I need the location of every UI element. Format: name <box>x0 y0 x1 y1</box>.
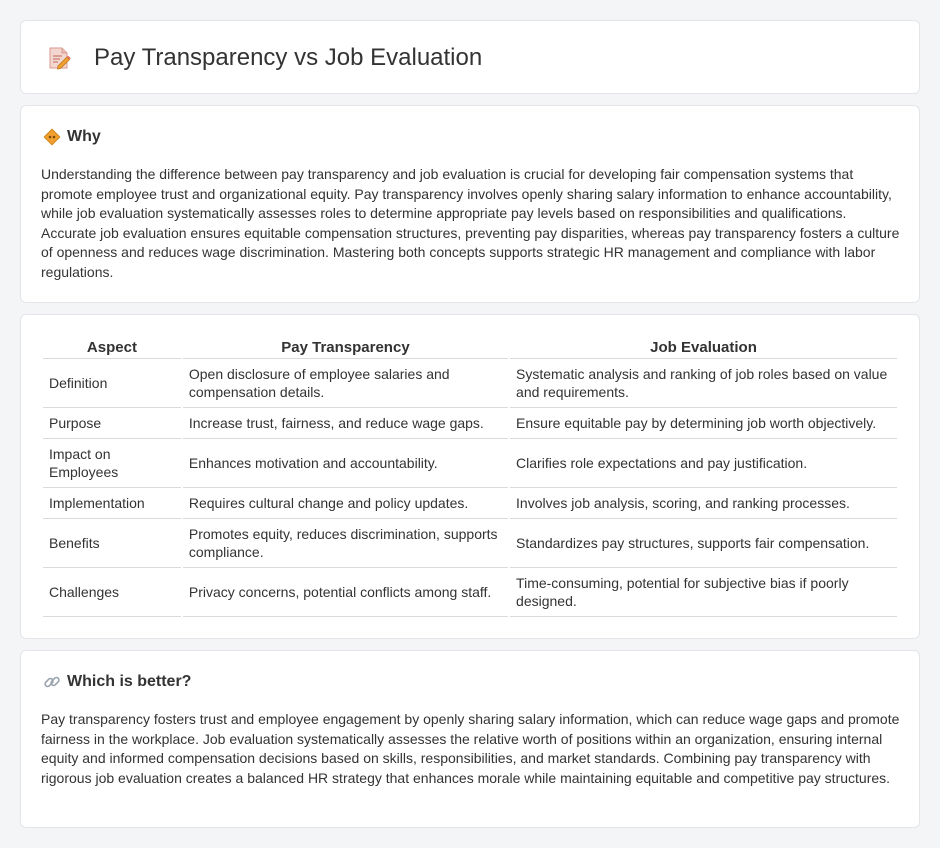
why-section <box>20 105 920 303</box>
comparison-table <box>41 335 899 617</box>
pay-transparency-cell: Promotes equity, reduces discrimination, supports compliance. <box>183 519 508 568</box>
aspect-cell: Definition <box>43 359 181 408</box>
job-evaluation-cell: Systematic analysis and ranking of job roles based on value and requirements. <box>510 359 897 408</box>
pay-transparency-cell: Enhances motivation and accountability. <box>183 439 508 488</box>
aspect-cell: Benefits <box>43 519 181 568</box>
column-header-aspect: Aspect <box>43 335 181 359</box>
job-evaluation-cell: Involves job analysis, scoring, and ranking processes. <box>510 488 897 519</box>
header-card <box>20 20 920 94</box>
link-icon <box>43 673 61 691</box>
aspect-cell: Purpose <box>43 408 181 439</box>
pay-transparency-cell: Requires cultural change and policy updates. <box>183 488 508 519</box>
table-row <box>43 568 897 617</box>
table-row <box>43 439 897 488</box>
table-row <box>43 519 897 568</box>
pay-transparency-cell: Open disclosure of employee salaries and compensation details. <box>183 359 508 408</box>
page-header <box>46 44 482 72</box>
pay-transparency-cell: Increase trust, fairness, and reduce wage gaps. <box>183 408 508 439</box>
table-row <box>43 488 897 519</box>
aspect-cell: Challenges <box>43 568 181 617</box>
which-is-better-heading <box>43 673 191 691</box>
job-evaluation-cell: Standardizes pay structures, supports fair compensation. <box>510 519 897 568</box>
why-body: Understanding the difference between pay transparency and job evaluation is crucial for developing fair compensation systems that promote employee trust and organizational equity. Pay transparency involves openly sharing salary information to enhance accountability, while job evaluation systematically assesses roles to determine appropriate pay levels based on responsibilities and qualifications. Accurate job evaluation ensures equitable compensation structures, preventing pay disparities, whereas pay transparency fosters a culture of openness and reduces wage discrimination. Mastering both concepts supports strategic HR management and compliance with labor regulations. <box>41 166 900 280</box>
table-row <box>43 408 897 439</box>
why-heading <box>43 128 101 146</box>
column-header-job-evaluation: Job Evaluation <box>510 335 897 359</box>
job-evaluation-cell: Clarifies role expectations and pay justification. <box>510 439 897 488</box>
which-is-better-body: Pay transparency fosters trust and employee engagement by openly sharing salary information, which can reduce wage gaps and promote fairness in the workplace. Job evaluation systematically assesses the relative worth of positions within an organization, ensuring internal equity and informed compensation decisions based on skills, responsibilities, and market standards. Combining pay transparency with rigorous job evaluation creates a balanced HR strategy that enhances morale while maintaining equitable and competitive pay structures. <box>41 711 900 786</box>
column-header-pay-transparency: Pay Transparency <box>183 335 508 359</box>
job-evaluation-cell: Time-consuming, potential for subjective bias if poorly designed. <box>510 568 897 617</box>
table-row <box>43 359 897 408</box>
job-evaluation-cell: Ensure equitable pay by determining job worth objectively. <box>510 408 897 439</box>
which-is-better-title: Which is better? <box>67 673 192 690</box>
comparison-card <box>20 314 920 639</box>
why-title: Why <box>67 128 101 145</box>
aspect-cell: Impact on Employees <box>43 439 181 488</box>
document-pencil-icon <box>46 45 72 71</box>
page-title: Pay Transparency vs Job Evaluation <box>94 44 483 71</box>
which-is-better-section <box>20 650 920 828</box>
diamond-sign-icon <box>43 128 61 146</box>
table-header-row <box>43 335 897 359</box>
aspect-cell: Implementation <box>43 488 181 519</box>
pay-transparency-cell: Privacy concerns, potential conflicts among staff. <box>183 568 508 617</box>
